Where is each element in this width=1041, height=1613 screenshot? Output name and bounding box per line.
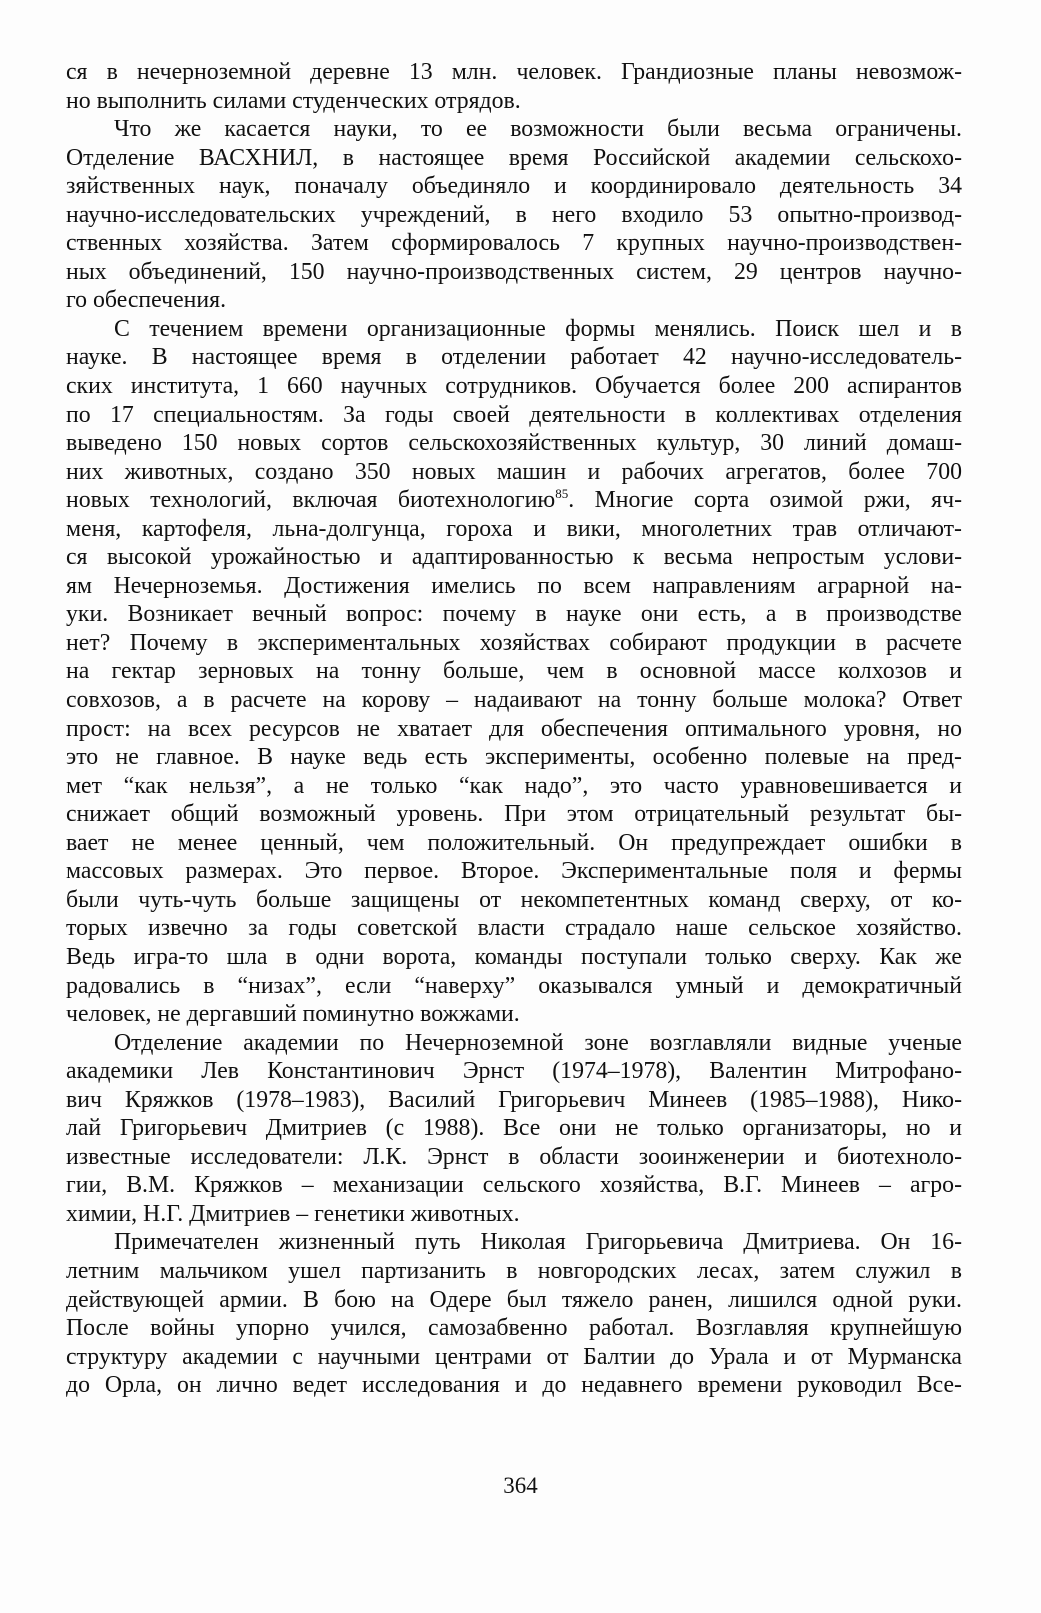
text-line: летним мальчиком ушел партизанить в новгородских лесах, затем служил в [66, 1257, 962, 1284]
text-line: лай Григорьевич Дмитриев (с 1988). Все они не только организаторы, но и [66, 1115, 962, 1142]
text-line: Ведь игра-то шла в одни ворота, команды поступали только сверху. Как же [66, 943, 962, 970]
text-line: совхозов, а в расчете на корову – надаивают на тонну больше молока? Ответ [66, 687, 962, 714]
text-line: выведено 150 новых сортов сельскохозяйственных культур, 30 линий домаш- [66, 430, 962, 457]
text-line: до Орла, он лично ведет исследования и до недавнего времени руководил Все- [66, 1372, 962, 1399]
text-line: ных объединений, 150 научно-производственных систем, 29 центров научно- [66, 258, 962, 285]
text-line: торых извечно за годы советской власти страдало наше сельское хозяйство. [66, 915, 962, 942]
text-line-with-footnote [66, 486, 962, 515]
text-line: науке. В настоящее время в отделении работает 42 научно-исследователь- [66, 344, 962, 371]
text-line: известные исследователи: Л.К. Эрнст в области зооинженерии и биотехноло- [66, 1143, 962, 1170]
text-line: снижает общий возможный уровень. При этом отрицательный результат бы- [66, 801, 962, 828]
text-line: ся высокой урожайностью и адаптированностью к весьма непростым услови- [66, 544, 962, 571]
text-line: академики Лев Константинович Эрнст (1974–1978), Валентин Митрофано- [66, 1058, 962, 1085]
text-line: гии, В.М. Кряжков – механизации сельского хозяйства, В.Г. Минеев – агро- [66, 1172, 962, 1199]
text-line: уки. Возникает вечный вопрос: почему в науке они есть, а в производстве [66, 601, 962, 628]
text-line: После войны упорно учился, самозабвенно работал. Возглавляя крупнейшую [66, 1315, 962, 1342]
text-segment: . Многие сорта озимой ржи, яч- [568, 487, 962, 514]
text-line: действующей армии. В бою на Одере был тяжело ранен, лишился одной руки. [66, 1286, 962, 1313]
text-line: ственных хозяйства. Затем сформировалось 7 крупных научно-производствен- [66, 230, 962, 257]
text-line: человек, не дергавший поминутно вожжами. [66, 1001, 520, 1028]
text-line: по 17 специальностям. За годы своей деятельности в коллективах отделения [66, 401, 962, 428]
text-line: ских института, 1 660 научных сотрудников. Обучается более 200 аспирантов [66, 373, 962, 400]
text-line: на гектар зерновых на тонну больше, чем в основной массе колхозов и [66, 658, 962, 685]
text-line: радовались в “низах”, если “наверху” оказывался умный и демократичный [66, 972, 962, 999]
body-text [66, 58, 962, 1400]
text-line: Отделение академии по Нечерноземной зоне возглавляли видные ученые [114, 1029, 962, 1056]
page-number: 364 [503, 1473, 538, 1498]
text-line: это не главное. В науке ведь есть эксперименты, особенно полевые на пред- [66, 744, 962, 771]
text-line: ям Нечерноземья. Достижения имелись по всем направлениям аграрной на- [66, 572, 962, 599]
text-line: Примечателен жизненный путь Николая Григорьевича Дмитриева. Он 16- [114, 1229, 962, 1256]
text-line: научно-исследовательских учреждений, в него входило 53 опытно-производ- [66, 201, 962, 228]
text-line: химии, Н.Г. Дмитриев – генетики животных. [66, 1200, 520, 1227]
footnote-reference: 85 [555, 486, 569, 502]
text-line: нет? Почему в экспериментальных хозяйствах собирают продукции в расчете [66, 629, 962, 656]
text-line: ся в нечерноземной деревне 13 млн. человек. Грандиозные планы невозмож- [66, 59, 962, 85]
text-line: зяйственных наук, поначалу объединяло и координировало деятельность 34 [66, 173, 962, 200]
text-line: были чуть-чуть больше защищены от некомпетентных команд сверху, от ко- [66, 886, 962, 913]
text-line: Отделение ВАСХНИЛ, в настоящее время Российской академии сельскохо- [66, 144, 962, 171]
text-line: вает не менее ценный, чем положительный. Он предупреждает ошибки в [66, 829, 962, 856]
text-line: структуру академии с научными центрами от Балтии до Урала и от Мурманска [66, 1343, 962, 1370]
text-line: меня, картофеля, льна-долгунца, гороха и вики, многолетних трав отличают- [66, 515, 962, 542]
text-line: массовых размерах. Это первое. Второе. Экспериментальные поля и фермы [66, 858, 962, 885]
text-line: но выполнить силами студенческих отрядов. [66, 87, 521, 114]
text-line: мет “как нельзя”, а не только “как надо”, это часто уравновешивается и [66, 772, 962, 799]
text-line: них животных, создано 350 новых машин и рабочих агрегатов, более 700 [66, 458, 962, 485]
text-line: прост: на всех ресурсов не хватает для обеспечения оптимального уровня, но [66, 715, 962, 742]
text-line: С течением времени организационные формы менялись. Поиск шел и в [114, 315, 962, 342]
text-line: Что же касается науки, то ее возможности были весьма ограничены. [114, 116, 962, 143]
text-line: вич Кряжков (1978–1983), Василий Григорьевич Минеев (1985–1988), Нико- [66, 1086, 962, 1113]
text-segment: новых технологий, включая биотехнологию [66, 487, 556, 514]
text-line: го обеспечения. [66, 287, 227, 314]
